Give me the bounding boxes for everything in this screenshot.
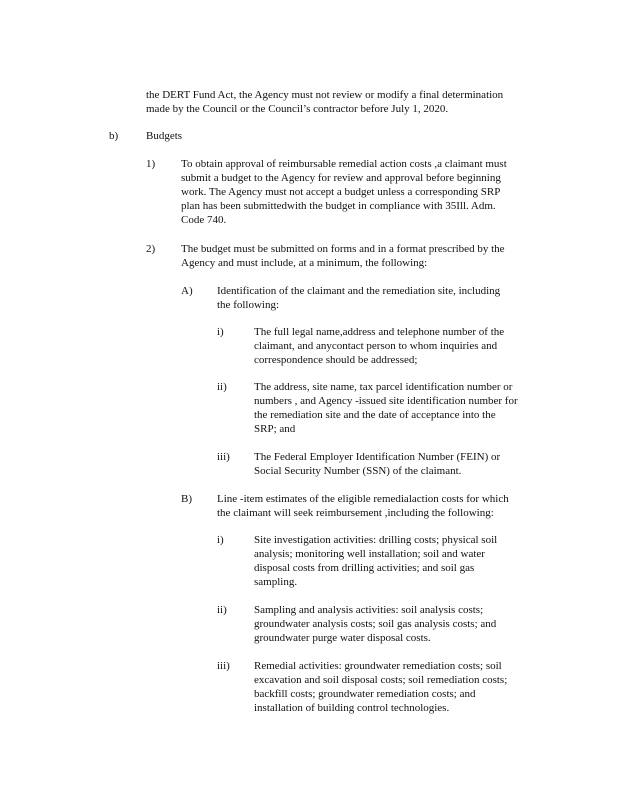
item-1-text	[181, 157, 533, 227]
item-2-label: 2)	[146, 243, 156, 255]
text-line: Agency and must include, at a minimum, the following:	[181, 257, 428, 269]
item-b-iii-label: iii)	[217, 660, 230, 672]
item-a-i-text	[254, 325, 526, 367]
item-a-i-label: i)	[217, 326, 224, 338]
text-line: The budget must be submitted on forms and in a format prescribed by the	[181, 243, 505, 255]
text-line: To obtain approval of reimbursable remedial action costs ,a claimant must	[181, 158, 507, 170]
item-b-i-label: i)	[217, 534, 224, 546]
item-b-label: B)	[181, 493, 192, 505]
item-a-iii-text	[254, 450, 522, 478]
text-line: analysis; monitoring well installation; soil and water	[254, 548, 485, 560]
text-line: sampling.	[254, 576, 298, 588]
text-line: The address, site name, tax parcel identification number or	[254, 381, 513, 393]
item-1-label: 1)	[146, 158, 156, 170]
text-line: Identification of the claimant and the remediation site, including	[217, 285, 501, 297]
item-a-label: A)	[181, 285, 193, 297]
text-line: Sampling and analysis activities: soil analysis costs;	[254, 604, 484, 616]
item-a-iii-label: iii)	[217, 451, 230, 463]
text-line: Remedial activities: groundwater remediation costs; soil	[254, 660, 502, 672]
item-2-text	[181, 242, 533, 270]
item-a-ii-text	[254, 380, 536, 436]
text-line: backfill costs; groundwater remediation costs; and	[254, 688, 476, 700]
text-line: The Federal Employer Identification Number (FEIN) or	[254, 451, 501, 463]
text-line: Social Security Number (SSN) of the claimant.	[254, 465, 462, 477]
text-line: the claimant will seek reimbursement ,including the following:	[217, 507, 494, 519]
text-line: claimant, and anycontact person to whom inquiries and	[254, 340, 498, 352]
text-line: plan has been submittedwith the budget in compliance with 35Ill. Adm.	[181, 200, 496, 212]
text-line: The full legal name,address and telephone number of the	[254, 326, 505, 338]
item-b-iii-text	[254, 659, 528, 715]
text-line: made by the Council or the Council’s contractor before July 1, 2020.	[146, 103, 449, 115]
text-line: installation of building control technologies.	[254, 702, 450, 714]
text-line: work. The Agency must not accept a budget unless a corresponding SRP	[181, 186, 501, 198]
section-b-label: b)	[109, 130, 119, 142]
text-line: Line -item estimates of the eligible remedialaction costs for which	[217, 493, 509, 505]
text-line: excavation and soil disposal costs; soil remediation costs;	[254, 674, 508, 686]
item-b-text	[217, 492, 531, 520]
intro-paragraph	[146, 88, 526, 116]
item-b-ii-text	[254, 603, 518, 645]
text-line: groundwater purge water disposal costs.	[254, 632, 431, 644]
item-b-i-text	[254, 533, 520, 589]
text-line: the DERT Fund Act, the Agency must not review or modify a final determination	[146, 89, 504, 101]
text-line: Code 740.	[181, 214, 227, 226]
text-line: Site investigation activities: drilling costs; physical soil	[254, 534, 498, 546]
text-line: disposal costs from drilling activities; and soil gas	[254, 562, 475, 574]
section-b-title: Budgets	[146, 130, 183, 142]
text-line: submit a budget to the Agency for review and approval before beginning	[181, 172, 501, 184]
text-line: the remediation site and the date of acceptance into the	[254, 409, 496, 421]
item-b-ii-label: ii)	[217, 604, 227, 616]
text-line: the following:	[217, 299, 280, 311]
item-a-ii-label: ii)	[217, 381, 227, 393]
item-a-text	[217, 284, 522, 312]
text-line: numbers , and Agency -issued site identification number for	[254, 395, 518, 407]
text-line: correspondence should be addressed;	[254, 354, 418, 366]
text-line: SRP; and	[254, 423, 296, 435]
text-line: groundwater analysis costs; soil gas analysis costs; and	[254, 618, 497, 630]
